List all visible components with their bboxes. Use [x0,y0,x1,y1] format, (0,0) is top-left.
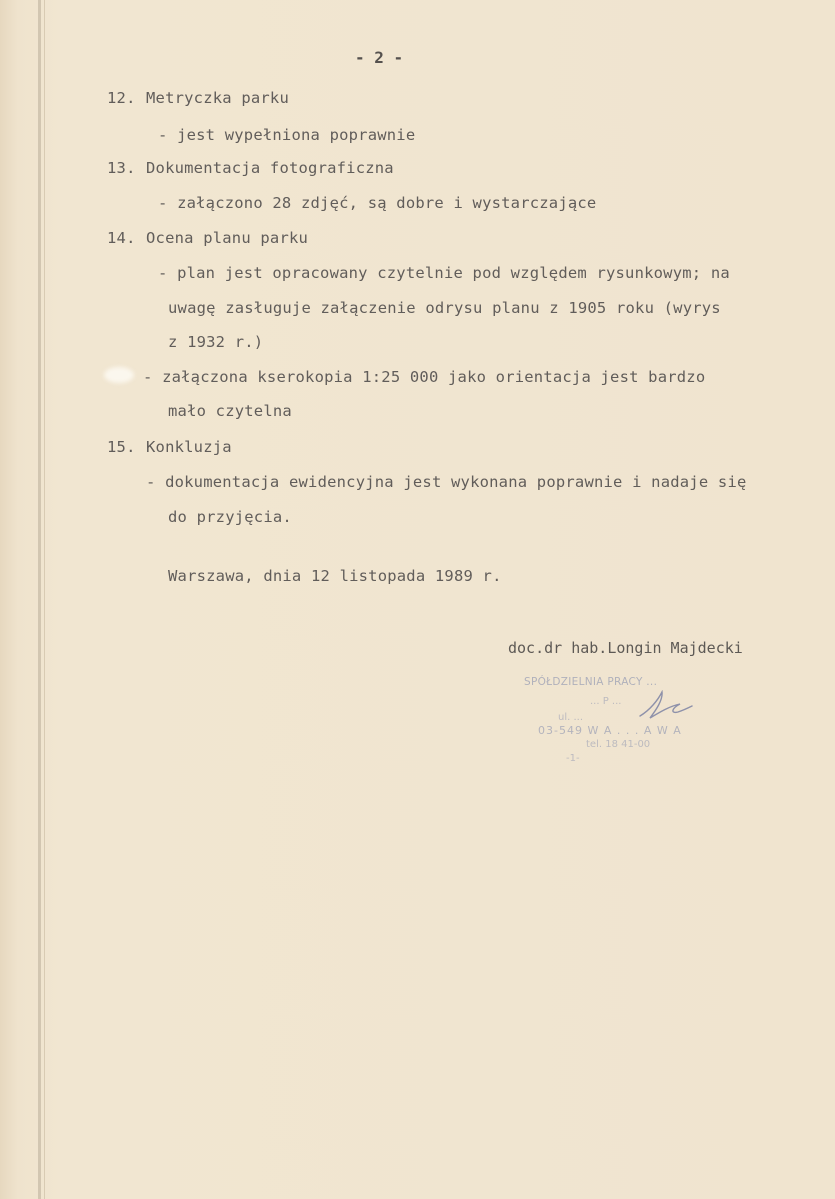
item-15-line-2: do przyjęcia. [168,508,292,526]
item-14-number: 14. [107,229,136,247]
item-12-number: 12. [107,89,136,107]
item-13-number: 13. [107,159,136,177]
item-14-line-3: z 1932 r.) [168,333,264,351]
item-13-line-1: - załączono 28 zdjęć, są dobre i wystarczające [158,194,597,212]
item-12-line-1: - jest wypełniona poprawnie [158,126,416,144]
item-14-line-1: - plan jest opracowany czytelnie pod względem rysunkowym; na [158,264,730,282]
item-13-heading: Dokumentacja fotograficzna [146,159,394,177]
item-14-line-4: - załączona kserokopia 1:25 000 jako orientacja jest bardzo [143,368,706,386]
stamp-line-4: 03-549 W A . . . A W A [538,724,682,737]
item-15-number: 15. [107,438,136,456]
page-number: - 2 - [355,48,404,67]
signatory-name: doc.dr hab.Longin Majdecki [508,639,743,657]
date-line: Warszawa, dnia 12 listopada 1989 r. [168,567,502,585]
stamp-line-6: -1- [566,753,580,764]
binding-edge [38,0,41,1199]
institution-stamp [510,672,740,772]
stamp-line-2: ... P ... [590,696,622,707]
handwritten-initials-icon [636,690,696,722]
item-14-heading: Ocena planu parku [146,229,309,247]
item-15-heading: Konkluzja [146,438,232,456]
stamp-line-3: ul. ... [558,712,584,723]
item-14-line-5: mało czytelna [168,402,292,420]
item-15-line-1: - dokumentacja ewidencyjna jest wykonana poprawnie i nadaje się [146,473,747,491]
binding-edge-shadow [44,0,45,1199]
stamp-line-1: SPÓŁDZIELNIA PRACY ... [524,676,658,688]
item-14-line-2: uwagę zasługuje załączenie odrysu planu z 1905 roku (wyrys [168,299,721,317]
smudge-mark [104,367,134,383]
item-12-heading: Metryczka parku [146,89,289,107]
stamp-line-5: tel. 18 41-00 [586,739,651,750]
